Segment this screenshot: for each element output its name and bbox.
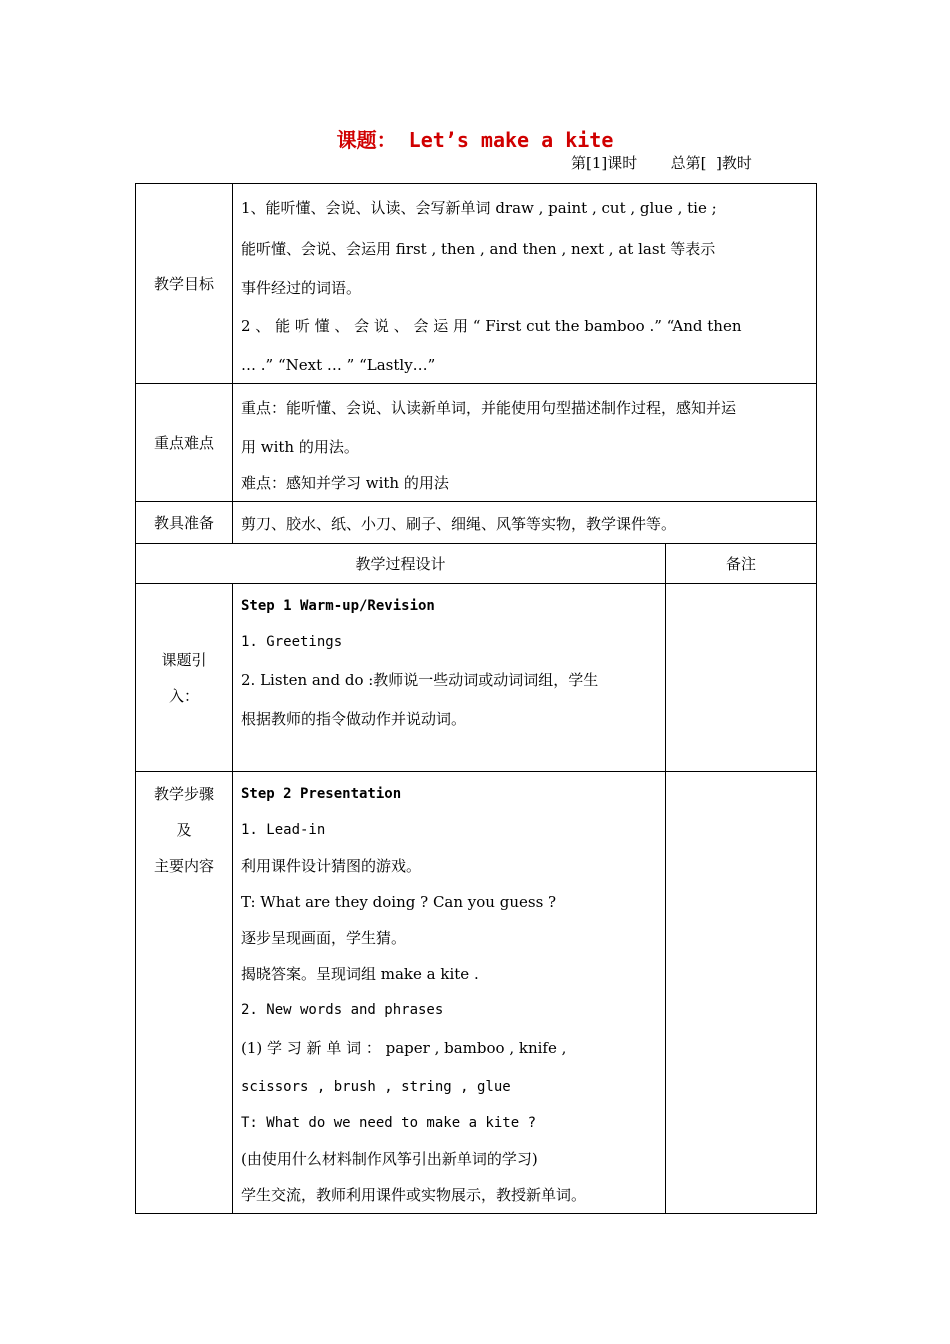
materials-row: [136, 502, 817, 544]
lesson-number: 第[1]课时 总第[ ]教时: [571, 154, 752, 172]
key-point-line: 重点：能听懂、会说、认读新单词，并能使用句型描述制作过程，感知并运: [241, 399, 737, 417]
steps-line: T: What are they doing ? Can you guess ?: [241, 893, 557, 911]
process-design-header: 教学过程设计: [136, 544, 666, 584]
step-heading: Step 2 Presentation: [241, 786, 402, 802]
steps-notes: [666, 772, 817, 1214]
steps-line: (1) 学 习 新 单 词 ： paper , bamboo , knife ,: [241, 1039, 567, 1057]
steps-label: [136, 772, 233, 1214]
intro-line: 根据教师的指令做动作并说动词。: [241, 710, 467, 728]
objectives-content: [233, 184, 817, 384]
steps-line: 1. Lead-in: [241, 822, 326, 838]
objective-line: 能听懂、会说、会运用 first , then , and then , next , at last 等表示: [241, 240, 716, 258]
steps-label-line: 及: [176, 821, 192, 839]
intro-label-line: 课题引: [161, 650, 207, 669]
lesson-title: 课题： Let’s make a kite: [336, 128, 614, 152]
process-header-row: [136, 544, 817, 584]
objective-line: … .” “Next … ” “Lastly…”: [241, 356, 436, 374]
step-heading: Step 1 Warm-up/Revision: [241, 598, 435, 614]
objective-line: 1、能听懂、会说、认读、会写新单词 draw , paint , cut , glue , tie ;: [241, 199, 717, 217]
objective-line: 2 、 能 听 懂 、 会 说 、 会 运 用 “ First cut the bamboo .” “And then: [241, 317, 742, 335]
intro-label-line: 入：: [168, 686, 199, 705]
steps-line: 学生交流，教师利用课件或实物展示，教授新单词。: [241, 1186, 587, 1204]
steps-line: 利用课件设计猜图的游戏。: [241, 857, 422, 875]
steps-line: 揭晓答案。呈现词组 make a kite .: [241, 965, 479, 983]
materials-label: 教具准备: [136, 502, 233, 544]
intro-line: 1. Greetings: [241, 634, 343, 650]
steps-label-line: 主要内容: [153, 857, 214, 875]
steps-label-line: 教学步骤: [153, 785, 214, 803]
materials-content: [233, 502, 817, 544]
key-points-label: 重点难点: [136, 384, 233, 502]
notes-header: 备注: [666, 544, 817, 584]
intro-content: [233, 584, 666, 772]
steps-content: [233, 772, 666, 1214]
objectives-label: 教学目标: [136, 184, 233, 384]
intro-row: [136, 584, 817, 772]
steps-line: 2. New words and phrases: [241, 1002, 444, 1018]
intro-notes: [666, 584, 817, 772]
objectives-row: [136, 184, 817, 384]
intro-label: [136, 584, 233, 772]
key-points-content: [233, 384, 817, 502]
steps-line: 逐步呈现画面，学生猜。: [241, 929, 407, 947]
key-point-line: 用 with 的用法。: [241, 438, 359, 456]
steps-line: T: What do we need to make a kite ?: [241, 1115, 537, 1131]
objective-line: 事件经过的词语。: [241, 279, 362, 297]
intro-line: 2. Listen and do :教师说一些动词或动词词组，学生: [241, 671, 599, 689]
steps-row: [136, 772, 817, 1214]
lesson-plan-table: [135, 183, 817, 1214]
key-points-row: [136, 384, 817, 502]
materials-text: 剪刀、胶水、纸、小刀、刷子、细绳、风筝等实物，教学课件等。: [241, 515, 677, 533]
steps-line: scissors , brush , string , glue: [241, 1079, 511, 1095]
steps-line: (由使用什么材料制作风筝引出新单词的学习): [241, 1150, 538, 1168]
key-point-line: 难点：感知并学习 with 的用法: [241, 474, 449, 492]
